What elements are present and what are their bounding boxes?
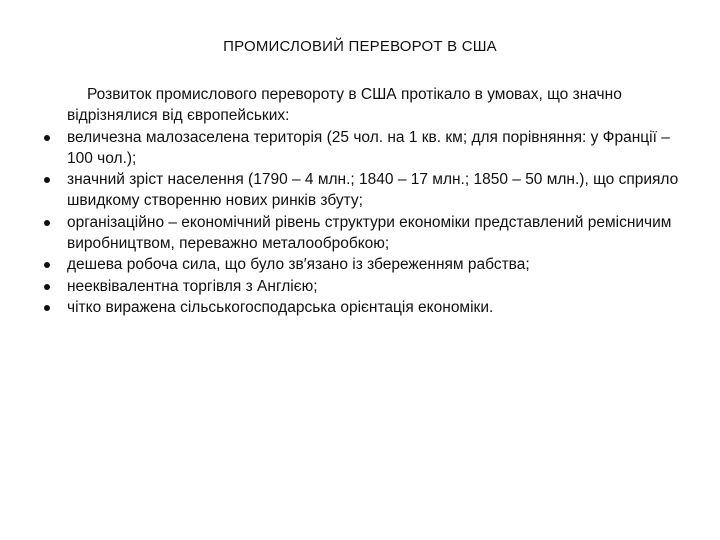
intro-paragraph: Розвиток промислового перевороту в США протікало в умовах, що значно відрізнялися від європейських:	[67, 86, 622, 125]
bullet-list	[44, 127, 684, 319]
bullet-text: величезна малозаселена територія (25 чол. на 1 кв. км; для порівняння: у Франції – 100 чол.);	[67, 128, 670, 167]
bullet-dot-icon	[44, 135, 50, 141]
bullet-text: значний зріст населення (1790 – 4 млн.; 1840 – 17 млн.; 1850 – 50 млн.), що сприяло швидкому створенню нових ринків збуту;	[67, 171, 679, 210]
slide-body	[44, 84, 684, 318]
bullet-item	[44, 276, 684, 297]
bullet-text: чітко виражена сільськогосподарська орієнтація економіки.	[67, 298, 494, 316]
bullet-item	[44, 297, 684, 318]
bullet-dot-icon	[44, 177, 50, 183]
bullet-dot-icon	[44, 284, 50, 290]
bullet-dot-icon	[44, 305, 50, 311]
bullet-dot-icon	[44, 220, 50, 226]
bullet-text: нееквівалентна торгівля з Англією;	[67, 277, 318, 295]
bullet-item	[44, 169, 684, 212]
bullet-item	[44, 212, 684, 255]
bullet-item	[44, 127, 684, 170]
slide-title: ПРОМИСЛОВИЙ ПЕРЕВОРОТ В США	[223, 38, 497, 55]
bullet-text: дешева робоча сила, що було зв′язано із збереженням рабства;	[67, 256, 530, 274]
bullet-dot-icon	[44, 262, 50, 268]
bullet-text: організаційно – економічний рівень структури економіки представлений ремісничим виробництвом, переважно металообробкою;	[67, 213, 672, 253]
bullet-item	[44, 254, 684, 275]
